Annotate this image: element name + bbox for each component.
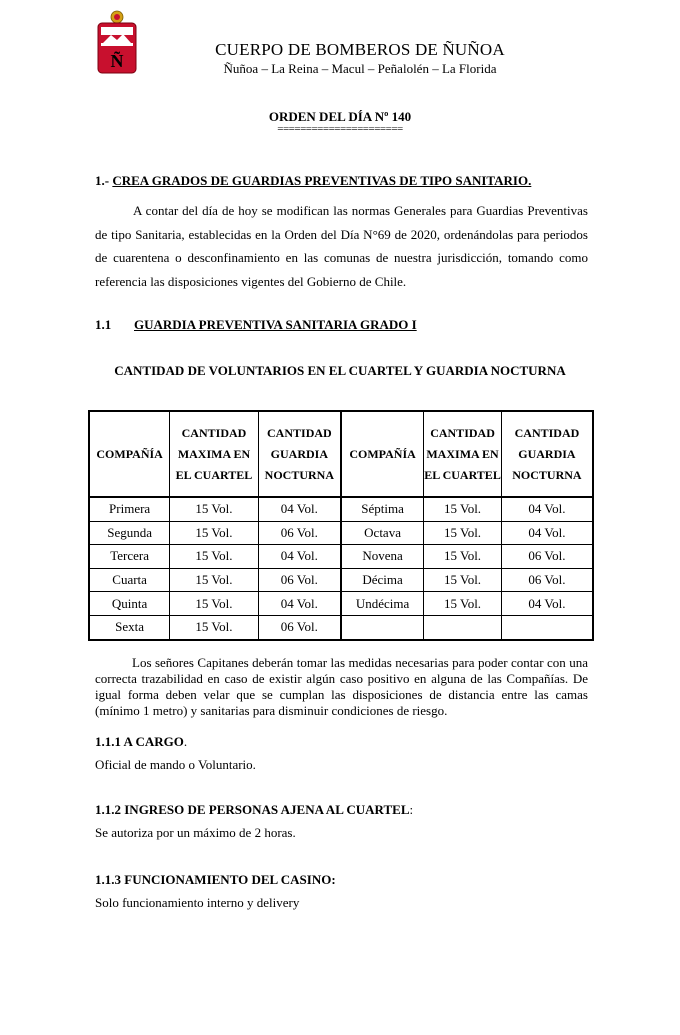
table-cell: 15 Vol. (424, 568, 502, 592)
organization-communes: Ñuñoa – La Reina – Macul – Peñalolén – La Florida (223, 61, 497, 76)
table-cell: 04 Vol. (258, 545, 341, 569)
table-title: CANTIDAD DE VOLUNTARIOS EN EL CUARTEL Y GUARDIA NOCTURNA (114, 363, 566, 378)
table-cell: Séptima (341, 497, 424, 521)
item-3-heading: 1.1.3 FUNCIONAMIENTO DEL CASINO: (95, 872, 336, 887)
table-cell: 15 Vol. (170, 568, 259, 592)
table-header-cell: COMPAÑÍA (341, 411, 424, 497)
section-1-paragraph: A contar del día de hoy se modifican las normas Generales para Guardias Preventivas de tipo Sanitaria, establecidas en la Orden del Día N°69 de 2020, ordenándolas para periodos de cuarentena o desconfinamiento en las comunas de nuestra jurisdicción, tomando como referencia las disposiciones vigentes del Gobierno de Chile. (95, 203, 588, 289)
item-2-text: Se autoriza por un máximo de 2 horas. (95, 825, 296, 840)
subsection-title: GUARDIA PREVENTIVA SANITARIA GRADO I (134, 317, 417, 332)
table-cell: Tercera (89, 545, 170, 569)
table-cell: 15 Vol. (424, 497, 502, 521)
subsection-heading (95, 317, 417, 333)
table-cell: 04 Vol. (501, 497, 593, 521)
section-1-heading (95, 173, 531, 189)
table-cell: 06 Vol. (258, 521, 341, 545)
table-header-cell: CANTIDAD MAXIMA EN EL CUARTEL (424, 411, 502, 497)
table-cell: Undécima (341, 592, 424, 616)
table-cell: 04 Vol. (258, 497, 341, 521)
table-cell (501, 615, 593, 639)
table-cell: 15 Vol. (170, 615, 259, 639)
captains-paragraph: Los señores Capitanes deberán tomar las medidas necesarias para poder contar con una correcta trazabilidad en caso de existir algún caso positivo en alguna de las Compañías. De igual forma deben velar que se cumplan las disposiciones de distancia entre las camas (mínimo 1 metro) y sanitarias para disminuir condiciones de riesgo. (95, 655, 588, 718)
table-header-cell: CANTIDAD MAXIMA EN EL CUARTEL (170, 411, 259, 497)
subsection-number: 1.1 (95, 317, 112, 332)
table-cell: 06 Vol. (501, 568, 593, 592)
table-cell (424, 615, 502, 639)
table-row (89, 615, 593, 639)
table-row (89, 592, 593, 616)
table-cell: 04 Vol. (501, 592, 593, 616)
table-row (89, 545, 593, 569)
table-cell: 15 Vol. (170, 592, 259, 616)
table-cell: Décima (341, 568, 424, 592)
table-cell: Primera (89, 497, 170, 521)
table-cell: Novena (341, 545, 424, 569)
table-cell: 06 Vol. (258, 568, 341, 592)
item-3-text: Solo funcionamiento interno y delivery (95, 895, 300, 910)
fire-department-crest-icon (95, 10, 139, 76)
section-1-title: CREA GRADOS DE GUARDIAS PREVENTIVAS DE TIPO SANITARIO. (112, 173, 532, 188)
table-row (89, 521, 593, 545)
organization-name: CUERPO DE BOMBEROS DE ÑUÑOA (215, 40, 505, 59)
table-header-row (89, 411, 593, 497)
svg-text:Ñ: Ñ (110, 51, 124, 71)
table-cell: Cuarta (89, 568, 170, 592)
table-cell: Quinta (89, 592, 170, 616)
table-cell: 04 Vol. (501, 521, 593, 545)
table-header-cell: COMPAÑÍA (89, 411, 170, 497)
order-title: ORDEN DEL DÍA Nº 140 (268, 109, 412, 124)
table-cell (341, 615, 424, 639)
table-cell: 06 Vol. (501, 545, 593, 569)
table-cell: Segunda (89, 521, 170, 545)
volunteers-table (88, 410, 594, 641)
table-header-cell: CANTIDAD GUARDIA NOCTURNA (501, 411, 593, 497)
table-row (89, 497, 593, 521)
table-cell: 15 Vol. (424, 545, 502, 569)
table-cell: 15 Vol. (170, 545, 259, 569)
table-cell: 15 Vol. (424, 592, 502, 616)
table-cell: 04 Vol. (258, 592, 341, 616)
table-cell: 06 Vol. (258, 615, 341, 639)
section-1-number: 1.- (95, 173, 113, 188)
table-row (89, 568, 593, 592)
table-cell: 15 Vol. (170, 521, 259, 545)
table-cell: 15 Vol. (170, 497, 259, 521)
table-cell: Octava (341, 521, 424, 545)
item-1-text: Oficial de mando o Voluntario. (95, 757, 256, 772)
table-cell: 15 Vol. (424, 521, 502, 545)
order-title-rule: ====================== (277, 123, 403, 135)
item-1-heading: 1.1.1 A CARGO. (95, 734, 188, 749)
item-2-heading: 1.1.2 INGRESO DE PERSONAS AJENA AL CUARTEL: (95, 802, 414, 817)
table-header-cell: CANTIDAD GUARDIA NOCTURNA (258, 411, 341, 497)
table-cell: Sexta (89, 615, 170, 639)
